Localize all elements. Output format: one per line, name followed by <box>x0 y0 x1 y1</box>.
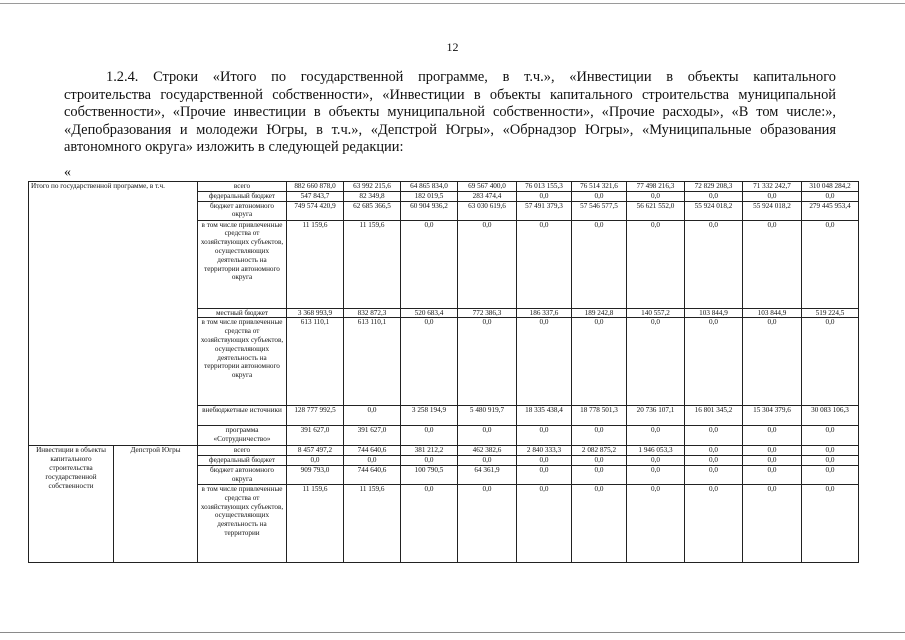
amount-cell: 0,0 <box>572 426 627 446</box>
amount-cell: 60 904 936,2 <box>401 201 458 220</box>
amount-cell: 0,0 <box>401 484 458 562</box>
amount-cell: 391 627,0 <box>287 426 344 446</box>
funding-source: внебюджетные источники <box>198 406 287 426</box>
amount-cell: 100 790,5 <box>401 465 458 484</box>
amount-cell: 0,0 <box>627 191 685 201</box>
amount-cell: 0,0 <box>458 484 517 562</box>
page-number: 12 <box>446 40 459 54</box>
amount-cell: 18 778 501,3 <box>572 406 627 426</box>
amount-cell: 15 304 379,6 <box>743 406 802 426</box>
amount-cell: 57 491 379,3 <box>517 201 572 220</box>
amount-cell: 0,0 <box>401 318 458 406</box>
paragraph-line: 1.2.4. Строки «Итого по государственной программе, в т.ч.», «Инвестиции в объекты капитального <box>106 69 836 85</box>
amount-cell: 744 640,6 <box>344 465 401 484</box>
amount-cell: 0,0 <box>802 484 859 562</box>
amount-cell: 55 924 018,2 <box>685 201 743 220</box>
amount-cell: 0,0 <box>627 220 685 308</box>
amount-cell: 0,0 <box>627 456 685 466</box>
amount-cell: 0,0 <box>802 318 859 406</box>
table-row <box>29 182 859 192</box>
amount-cell: 0,0 <box>287 456 344 466</box>
amount-cell: 69 567 400,0 <box>458 182 517 192</box>
paragraph-line: автономного округа» изложить в следующей редакции: <box>64 139 404 156</box>
amount-cell: 103 844,9 <box>743 308 802 318</box>
amount-cell: 0,0 <box>802 191 859 201</box>
amount-cell: 0,0 <box>685 446 743 456</box>
amount-cell: 0,0 <box>743 318 802 406</box>
amount-cell: 11 159,6 <box>287 220 344 308</box>
amount-cell: 63 992 215,6 <box>344 182 401 192</box>
paragraph-line: «Депобразования и молодежи Югры, в т.ч.», «Депстрой Югры», «Обрнадзор Югры», «Муниципальные образования <box>64 121 836 138</box>
amount-cell: 0,0 <box>685 318 743 406</box>
amount-cell: 62 685 366,5 <box>344 201 401 220</box>
amount-cell: 0,0 <box>685 456 743 466</box>
table-row <box>29 446 859 456</box>
amount-cell: 11 159,6 <box>287 484 344 562</box>
amount-cell: 0,0 <box>802 446 859 456</box>
section-executor: Депстрой Югры <box>114 446 198 563</box>
amount-cell: 882 660 878,0 <box>287 182 344 192</box>
section-label: Инвестиции в объекты капитального строительства государственной собственности <box>29 446 114 563</box>
amount-cell: 283 474,4 <box>458 191 517 201</box>
amount-cell: 103 844,9 <box>685 308 743 318</box>
amount-cell: 0,0 <box>572 318 627 406</box>
scan-edge-bottom <box>0 632 905 633</box>
amount-cell: 71 332 242,7 <box>743 182 802 192</box>
amount-cell: 0,0 <box>572 191 627 201</box>
amount-cell: 0,0 <box>344 406 401 426</box>
amount-cell: 0,0 <box>517 484 572 562</box>
amount-cell: 0,0 <box>572 456 627 466</box>
paragraph-line: строительства государственной собственности», «Инвестиции в объекты капитального строительства муниципальной <box>64 86 836 103</box>
amount-cell: 0,0 <box>802 456 859 466</box>
amount-cell: 0,0 <box>685 426 743 446</box>
amount-cell: 749 574 420,9 <box>287 201 344 220</box>
amount-cell: 391 627,0 <box>344 426 401 446</box>
amount-cell: 5 480 919,7 <box>458 406 517 426</box>
amount-cell: 11 159,6 <box>344 484 401 562</box>
amount-cell: 0,0 <box>401 426 458 446</box>
amount-cell: 279 445 953,4 <box>802 201 859 220</box>
amount-cell: 64 361,9 <box>458 465 517 484</box>
funding-source: в том числе привлеченные средства от хозяйствующих субъектов, осуществляющих деятельность на территории автономного округа <box>198 318 287 406</box>
amount-cell: 0,0 <box>743 446 802 456</box>
funding-source: бюджет автономного округа <box>198 201 287 220</box>
amount-cell: 310 048 284,2 <box>802 182 859 192</box>
amount-cell: 30 083 106,3 <box>802 406 859 426</box>
amount-cell: 20 736 107,1 <box>627 406 685 426</box>
amount-cell: 0,0 <box>517 220 572 308</box>
amount-cell: 2 082 875,2 <box>572 446 627 456</box>
amount-cell: 0,0 <box>743 456 802 466</box>
amount-cell: 11 159,6 <box>344 220 401 308</box>
amount-cell: 462 382,6 <box>458 446 517 456</box>
amount-cell: 3 368 993,9 <box>287 308 344 318</box>
amount-cell: 2 840 333,3 <box>517 446 572 456</box>
amount-cell: 0,0 <box>627 484 685 562</box>
amount-cell: 0,0 <box>743 426 802 446</box>
amount-cell: 182 019,5 <box>401 191 458 201</box>
amount-cell: 0,0 <box>458 456 517 466</box>
amount-cell: 186 337,6 <box>517 308 572 318</box>
funding-source: всего <box>198 182 287 192</box>
amount-cell: 744 640,6 <box>344 446 401 456</box>
amount-cell: 189 242,8 <box>572 308 627 318</box>
amount-cell: 0,0 <box>517 465 572 484</box>
amount-cell: 909 793,0 <box>287 465 344 484</box>
funding-source: федеральный бюджет <box>198 456 287 466</box>
amount-cell: 381 212,2 <box>401 446 458 456</box>
amount-cell: 613 110,1 <box>287 318 344 406</box>
amount-cell: 0,0 <box>401 220 458 308</box>
amount-cell: 0,0 <box>685 484 743 562</box>
section-label: Итого по государственной программе, в т.ч. <box>29 182 198 446</box>
amount-cell: 64 865 834,0 <box>401 182 458 192</box>
amount-cell: 0,0 <box>401 456 458 466</box>
amount-cell: 0,0 <box>627 426 685 446</box>
funding-source: местный бюджет <box>198 308 287 318</box>
opening-quote: « <box>64 165 71 180</box>
amount-cell: 0,0 <box>572 465 627 484</box>
amount-cell: 0,0 <box>743 484 802 562</box>
amount-cell: 0,0 <box>685 191 743 201</box>
amount-cell: 0,0 <box>572 484 627 562</box>
amount-cell: 76 013 155,3 <box>517 182 572 192</box>
amount-cell: 18 335 438,4 <box>517 406 572 426</box>
amount-cell: 832 872,3 <box>344 308 401 318</box>
amount-cell: 140 557,2 <box>627 308 685 318</box>
amount-cell: 0,0 <box>743 191 802 201</box>
amount-cell: 0,0 <box>627 465 685 484</box>
amount-cell: 63 030 619,6 <box>458 201 517 220</box>
amount-cell: 0,0 <box>743 465 802 484</box>
amount-cell: 3 258 194,9 <box>401 406 458 426</box>
amount-cell: 128 777 992,5 <box>287 406 344 426</box>
amount-cell: 56 621 552,0 <box>627 201 685 220</box>
funding-source: в том числе привлеченные средства от хозяйствующих субъектов, осуществляющих деятельность на территории <box>198 484 287 562</box>
amount-cell: 77 498 216,3 <box>627 182 685 192</box>
amount-cell: 0,0 <box>458 220 517 308</box>
amount-cell: 0,0 <box>458 426 517 446</box>
scan-edge-top <box>0 3 905 4</box>
amount-cell: 0,0 <box>517 426 572 446</box>
funding-source: в том числе привлеченные средства от хозяйствующих субъектов, осуществляющих деятельность на территории автономного округа <box>198 220 287 308</box>
funding-source: программа «Сотрудничество» <box>198 426 287 446</box>
funding-source: бюджет автономного округа <box>198 465 287 484</box>
amount-cell: 8 457 497,2 <box>287 446 344 456</box>
amount-cell: 547 843,7 <box>287 191 344 201</box>
amount-cell: 1 946 053,3 <box>627 446 685 456</box>
amount-cell: 0,0 <box>517 456 572 466</box>
amendment-paragraph <box>64 69 836 157</box>
amount-cell: 0,0 <box>517 318 572 406</box>
funding-source: федеральный бюджет <box>198 191 287 201</box>
amount-cell: 520 683,4 <box>401 308 458 318</box>
budget-table <box>28 181 859 563</box>
paragraph-line: собственности», «Прочие инвестиции в объекты муниципальной собственности», «Прочие расходы», «В том числе:», <box>64 104 836 121</box>
amount-cell: 0,0 <box>344 456 401 466</box>
amount-cell: 76 514 321,6 <box>572 182 627 192</box>
amount-cell: 613 110,1 <box>344 318 401 406</box>
amount-cell: 0,0 <box>743 220 802 308</box>
amount-cell: 55 924 018,2 <box>743 201 802 220</box>
amount-cell: 0,0 <box>685 465 743 484</box>
amount-cell: 0,0 <box>685 220 743 308</box>
amount-cell: 0,0 <box>802 220 859 308</box>
amount-cell: 0,0 <box>572 220 627 308</box>
amount-cell: 0,0 <box>458 318 517 406</box>
amount-cell: 0,0 <box>802 426 859 446</box>
amount-cell: 16 801 345,2 <box>685 406 743 426</box>
amount-cell: 0,0 <box>802 465 859 484</box>
amount-cell: 0,0 <box>627 318 685 406</box>
amount-cell: 0,0 <box>517 191 572 201</box>
amount-cell: 519 224,5 <box>802 308 859 318</box>
amount-cell: 82 349,8 <box>344 191 401 201</box>
amount-cell: 57 546 577,5 <box>572 201 627 220</box>
amount-cell: 72 829 208,3 <box>685 182 743 192</box>
funding-source: всего <box>198 446 287 456</box>
amount-cell: 772 386,3 <box>458 308 517 318</box>
